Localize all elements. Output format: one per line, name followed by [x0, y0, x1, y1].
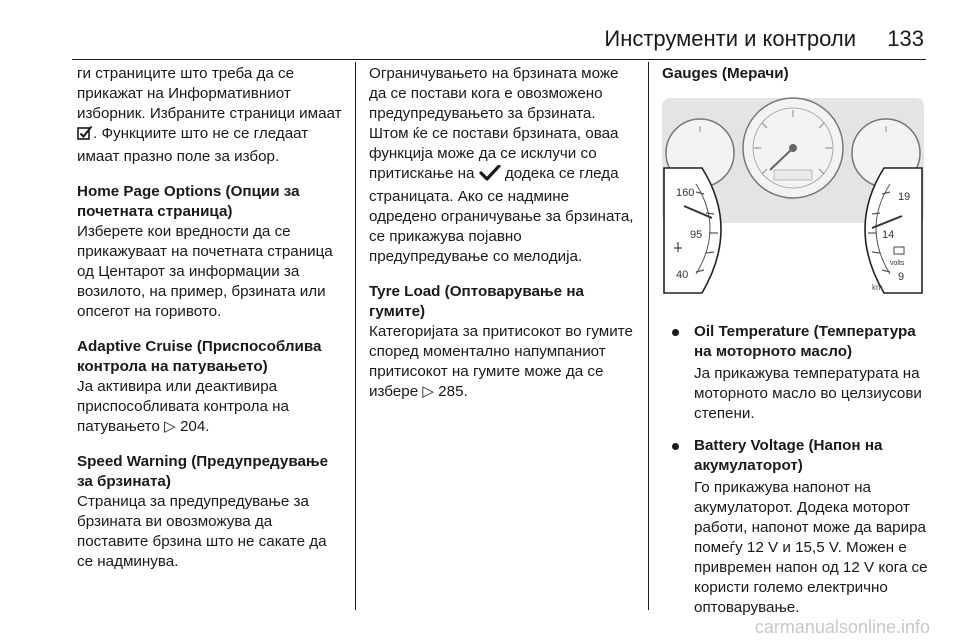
speed-limit-text-1: Ограничувањето на брзината може да се постави кога е овозможено предупредувањето за брзината. Штом ќе се постави брзината, оваа функција може да се исклучи со притискање на: [369, 65, 619, 182]
intro-paragraph: [77, 64, 345, 167]
adaptive-cruise-body: [77, 377, 345, 437]
column-1: [77, 64, 345, 587]
speed-limit-paragraph: [369, 64, 637, 267]
right-gauge-tick-mid: 14: [882, 229, 895, 241]
tyre-load: [369, 282, 637, 402]
checked-box-icon: [77, 125, 93, 147]
page-header: [0, 18, 960, 58]
tyre-load-body: [369, 322, 637, 402]
column-divider-1: [355, 62, 356, 610]
page-ref-arrow-icon: ▷: [164, 418, 176, 435]
home-page-options-body: Изберете кои вредности да се прикажуваат на почетната страница од Центарот за информации за возилото, на пример, брзината или опсегот на горивото.: [77, 223, 333, 320]
speed-warning-body: Страница за предупредување за брзината ви овозможува да поставите брзина што не сакате да се надминува.: [77, 493, 327, 570]
battery-voltage-body: Го прикажува напонот на акумулаторот. Додека моторот работи, напонот може да варира помеѓу 12 V и 15,5 V. Можен е привремен напон од 12 V кога се користи големо електрично оптоварување.: [694, 479, 928, 616]
tyre-load-text: Категоријата за притисокот во гумите според моментално напумпаниот притисокот на гумите може да се избере: [369, 323, 633, 400]
section-title: Инструменти и контроли: [604, 26, 856, 51]
bullet-icon: [672, 329, 679, 336]
adaptive-cruise-text: Ја активира или деактивира приспособливата контрола на патувањето: [77, 378, 289, 435]
oil-temperature-body: Ја прикажува температурата на моторното масло во целзиусови степени.: [694, 365, 922, 422]
right-gauge-unit: volts: [890, 260, 905, 267]
right-gauge-bottom-label: km: [872, 283, 883, 292]
tyre-load-ref: 285.: [438, 383, 468, 400]
adaptive-cruise: [77, 337, 345, 437]
instrument-cluster-illustration: [662, 88, 924, 298]
home-page-options-title: Home Page Options (Опции за почетната страница): [77, 183, 300, 220]
column-divider-2: [648, 62, 649, 610]
left-gauge-tick-bottom: 40: [676, 269, 689, 281]
checkmark-icon: [479, 165, 501, 187]
intro-text-1: ги страниците што треба да се прикажат на Информативниот изборник. Избраните страници имаат: [77, 65, 342, 122]
column-2: [369, 64, 637, 417]
oil-temperature-title: Oil Temperature (Температура на моторното масло): [694, 323, 916, 360]
right-gauge-tick-bottom: 9: [898, 271, 905, 283]
home-page-options: [77, 182, 345, 322]
gauges-illustration: [662, 88, 930, 304]
adaptive-cruise-ref: 204.: [179, 418, 210, 435]
left-gauge-tick-mid: 95: [690, 229, 703, 241]
header-rule: [72, 59, 926, 60]
watermark: carmanualsonline.info: [754, 617, 930, 637]
intro-text-2: . Функциите што не се гледаат имаат празно поле за избор.: [77, 125, 309, 165]
speed-warning: [77, 452, 345, 572]
adaptive-cruise-title: Adaptive Cruise (Приспособлива контрола на патувањето): [77, 338, 322, 375]
left-gauge-tick-top: 160: [676, 187, 695, 199]
speed-limit-text-2: додека се гледа страницата. Ако се надмине одредено ограничување за брзината, се прикажува појавно предупредување со мелодија.: [369, 165, 634, 265]
bullet-icon: [672, 443, 679, 450]
list-item-battery-voltage: [662, 436, 930, 618]
speed-warning-title: Speed Warning (Предупредување за брзината): [77, 453, 329, 490]
column-3: [662, 64, 930, 630]
gauges-title: Gauges (Мерачи): [662, 65, 789, 82]
list-item-oil-temperature: [662, 322, 930, 424]
page-ref-arrow-icon: ▷: [422, 383, 434, 400]
page-number: 133: [887, 26, 924, 51]
gauges-list: [662, 322, 930, 618]
tyre-load-title: Tyre Load (Оптоварување на гумите): [369, 283, 584, 320]
battery-voltage-title: Battery Voltage (Напон на акумулаторот): [694, 437, 883, 474]
right-gauge-tick-top: 19: [898, 191, 911, 203]
